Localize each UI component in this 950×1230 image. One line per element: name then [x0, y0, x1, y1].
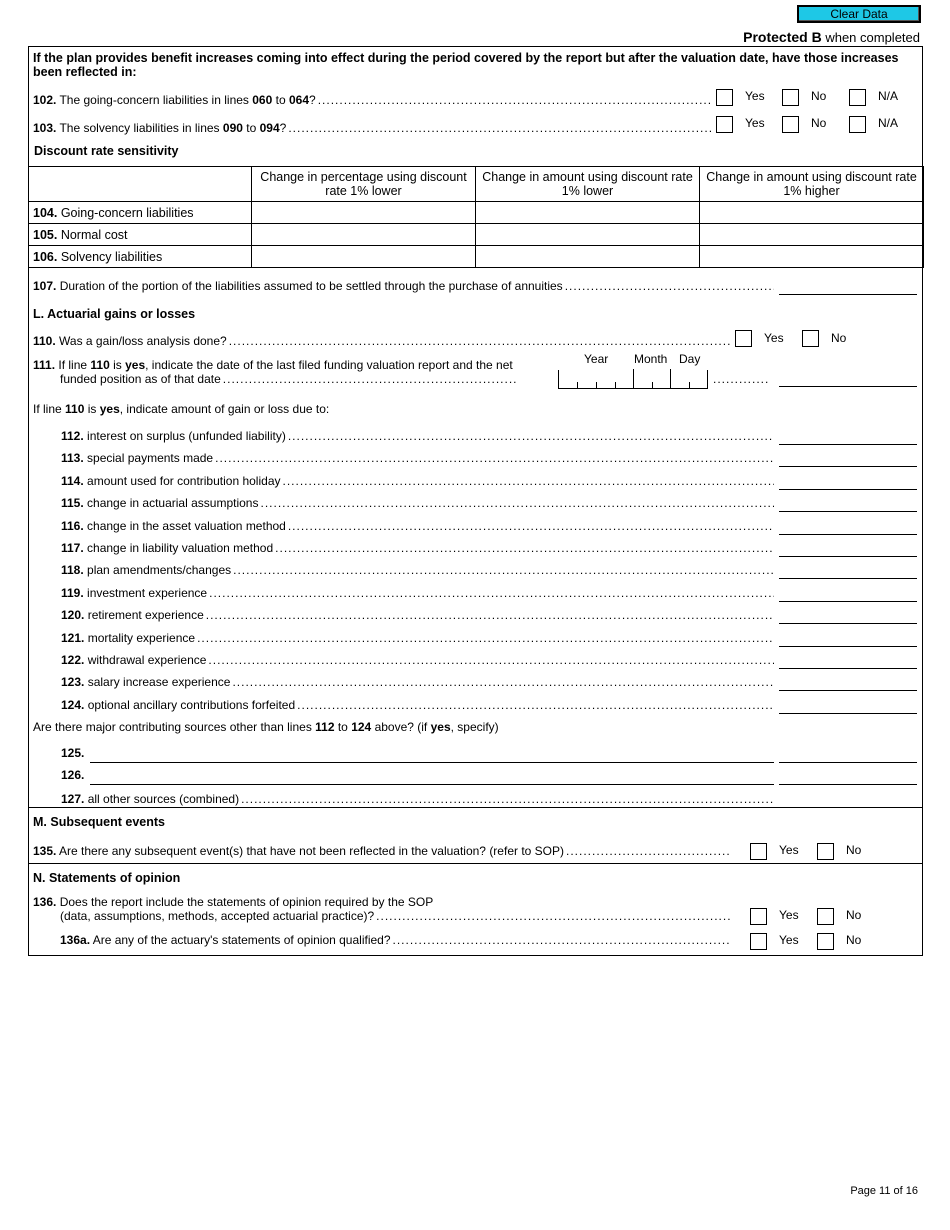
gain-loss-item: 121. mortality experience ..... — [61, 631, 774, 645]
line-126-number: 126. — [61, 768, 85, 782]
line-125-amount-input[interactable] — [779, 746, 917, 763]
sensitivity-105-amt-higher-input[interactable] — [700, 224, 924, 246]
line-127: 127. all other sources (combined) ..... — [61, 792, 774, 806]
discount-rate-sensitivity-table — [28, 166, 924, 268]
section-divider — [28, 807, 923, 808]
line-136a-no-checkbox[interactable] — [817, 933, 834, 950]
line-110: 110. Was a gain/loss analysis done? ..... — [33, 334, 731, 348]
line-136-text: 136. Does the report include the statements of opinion required by the SOP — [33, 895, 434, 909]
gain-loss-amount-input[interactable] — [779, 495, 917, 512]
line-111-text: 111. If line 110 is yes, indicate the date of the last filed funding valuation report and the net — [33, 358, 513, 372]
line-103-no-label: No — [811, 116, 827, 130]
line-110-no-checkbox[interactable] — [802, 330, 819, 347]
line-103-na-checkbox[interactable] — [849, 116, 866, 133]
gain-loss-item: 122. withdrawal experience ..... — [61, 653, 774, 667]
sensitivity-106-pct-lower-input[interactable] — [252, 246, 476, 268]
gain-loss-item: 115. change in actuarial assumptions ..... — [61, 496, 774, 510]
gain-loss-item: 116. change in the asset valuation method ..... — [61, 519, 774, 533]
gain-loss-amount-input[interactable] — [779, 585, 917, 602]
line-103-na-label: N/A — [878, 116, 899, 130]
line-103-no-checkbox[interactable] — [782, 116, 799, 133]
sensitivity-104-pct-lower-input[interactable] — [252, 202, 476, 224]
page-number: Page 11 of 16 — [850, 1185, 918, 1197]
line-136-no-checkbox[interactable] — [817, 908, 834, 925]
other-sources-question: Are there major contributing sources other than lines 112 to 124 above? (if yes, specify) — [33, 720, 499, 734]
line-136-no-label: No — [846, 908, 862, 922]
sensitivity-row-105 — [29, 224, 924, 246]
line-107-input[interactable] — [779, 278, 917, 295]
line-125-number: 125. — [61, 746, 85, 760]
line-136-yes-label: Yes — [779, 908, 799, 922]
gain-loss-item: 119. investment experience ..... — [61, 586, 774, 600]
line-136a-yes-label: Yes — [779, 933, 799, 947]
sensitivity-104-amt-higher-input[interactable] — [700, 202, 924, 224]
line-110-no-label: No — [831, 331, 847, 345]
line-102-na-label: N/A — [878, 89, 899, 103]
line-103-yes-checkbox[interactable] — [716, 116, 733, 133]
sensitivity-row-label: 105. Normal cost — [29, 224, 252, 246]
line-127-input[interactable] — [779, 788, 917, 805]
line-111-dots — [711, 372, 769, 386]
line-102: 102. The going-concern liabilities in lines 060 to 064? ..... — [33, 93, 711, 107]
gain-loss-item: 112. interest on surplus (unfunded liability) ..... — [61, 429, 774, 443]
line-102-yes-label: Yes — [745, 89, 765, 103]
line-136a-no-label: No — [846, 933, 862, 947]
line-102-na-checkbox[interactable] — [849, 89, 866, 106]
line-125-description-input[interactable] — [90, 746, 774, 763]
sensitivity-106-amt-higher-input[interactable] — [700, 246, 924, 268]
protected-b-label: Protected B when completed — [743, 29, 920, 45]
line-136-yes-checkbox[interactable] — [750, 908, 767, 925]
line-110-yes-checkbox[interactable] — [735, 330, 752, 347]
gain-loss-item: 123. salary increase experience ..... — [61, 675, 774, 689]
gain-loss-item: 117. change in liability valuation method ..... — [61, 541, 774, 555]
section-m-title: M. Subsequent events — [33, 815, 165, 829]
gain-loss-amount-input[interactable] — [779, 518, 917, 535]
sensitivity-col-amt-lower: Change in amount using discount rate 1% lower — [476, 167, 700, 202]
gain-loss-amount-input[interactable] — [779, 674, 917, 691]
line-126-amount-input[interactable] — [779, 768, 917, 785]
clear-data-button[interactable]: Clear Data — [797, 5, 921, 23]
gain-loss-amount-input[interactable] — [779, 428, 917, 445]
line-111-date-input[interactable] — [558, 370, 708, 389]
sensitivity-col-amt-higher: Change in amount using discount rate 1% higher — [700, 167, 924, 202]
line-136-continuation: (data, assumptions, methods, accepted actuarial practice)? ..... — [60, 909, 731, 923]
gain-loss-amount-input[interactable] — [779, 562, 917, 579]
line-111-input[interactable] — [779, 370, 917, 387]
day-label: Day — [679, 352, 701, 366]
gain-loss-item: 113. special payments made ..... — [61, 451, 774, 465]
line-111-continuation: funded position as of that date ..... — [60, 372, 518, 386]
line-135-no-label: No — [846, 843, 862, 857]
line-135: 135. Are there any subsequent event(s) that have not been reflected in the valuation? (refer to SOP) ..... — [33, 844, 731, 858]
year-label: Year — [584, 352, 609, 366]
line-102-no-checkbox[interactable] — [782, 89, 799, 106]
benefit-increase-question: If the plan provides benefit increases coming into effect during the period covered by the report but after the valuation date, have those increases been reflected in: — [33, 51, 899, 79]
section-divider — [28, 863, 923, 864]
sensitivity-blank-header — [29, 167, 252, 202]
gain-loss-item: 124. optional ancillary contributions forfeited ..... — [61, 698, 774, 712]
sensitivity-106-amt-lower-input[interactable] — [476, 246, 700, 268]
gain-loss-amount-input[interactable] — [779, 473, 917, 490]
gain-loss-amount-input[interactable] — [779, 450, 917, 467]
month-label: Month — [634, 352, 668, 366]
line-103: 103. The solvency liabilities in lines 090 to 094? ..... — [33, 121, 711, 135]
line-103-yes-label: Yes — [745, 116, 765, 130]
gain-loss-item: 118. plan amendments/changes ..... — [61, 563, 774, 577]
gain-loss-item: 114. amount used for contribution holiday ..... — [61, 474, 774, 488]
sensitivity-104-amt-lower-input[interactable] — [476, 202, 700, 224]
sensitivity-row-104 — [29, 202, 924, 224]
line-126-description-input[interactable] — [90, 768, 774, 785]
line-135-yes-label: Yes — [779, 843, 799, 857]
line-107: 107. Duration of the portion of the liabilities assumed to be settled through the purchase of annuities ..... — [33, 279, 774, 293]
sensitivity-105-amt-lower-input[interactable] — [476, 224, 700, 246]
sensitivity-row-label: 104. Going-concern liabilities — [29, 202, 252, 224]
line-135-yes-checkbox[interactable] — [750, 843, 767, 860]
line-102-yes-checkbox[interactable] — [716, 89, 733, 106]
line-136a: 136a. Are any of the actuary's statements of opinion qualified? ..... — [60, 933, 731, 947]
sensitivity-row-label: 106. Solvency liabilities — [29, 246, 252, 268]
section-n-title: N. Statements of opinion — [33, 871, 181, 885]
gain-loss-amount-input[interactable] — [779, 540, 917, 557]
sensitivity-105-pct-lower-input[interactable] — [252, 224, 476, 246]
gain-loss-intro: If line 110 is yes, indicate amount of gain or loss due to: — [33, 402, 330, 416]
sensitivity-row-106 — [29, 246, 924, 268]
gain-loss-amount-input[interactable] — [779, 697, 917, 714]
gain-loss-amount-input[interactable] — [779, 652, 917, 669]
sensitivity-col-pct-lower: Change in percentage using discount rate 1% lower — [252, 167, 476, 202]
gain-loss-item: 120. retirement experience ..... — [61, 608, 774, 622]
discount-rate-sensitivity-title: Discount rate sensitivity — [34, 144, 179, 158]
line-136a-yes-checkbox[interactable] — [750, 933, 767, 950]
gain-loss-amount-input[interactable] — [779, 630, 917, 647]
section-l-title: L. Actuarial gains or losses — [33, 307, 196, 321]
line-102-no-label: No — [811, 89, 827, 103]
line-135-no-checkbox[interactable] — [817, 843, 834, 860]
sensitivity-header-row — [29, 167, 924, 202]
gain-loss-amount-input[interactable] — [779, 607, 917, 624]
line-110-yes-label: Yes — [764, 331, 784, 345]
